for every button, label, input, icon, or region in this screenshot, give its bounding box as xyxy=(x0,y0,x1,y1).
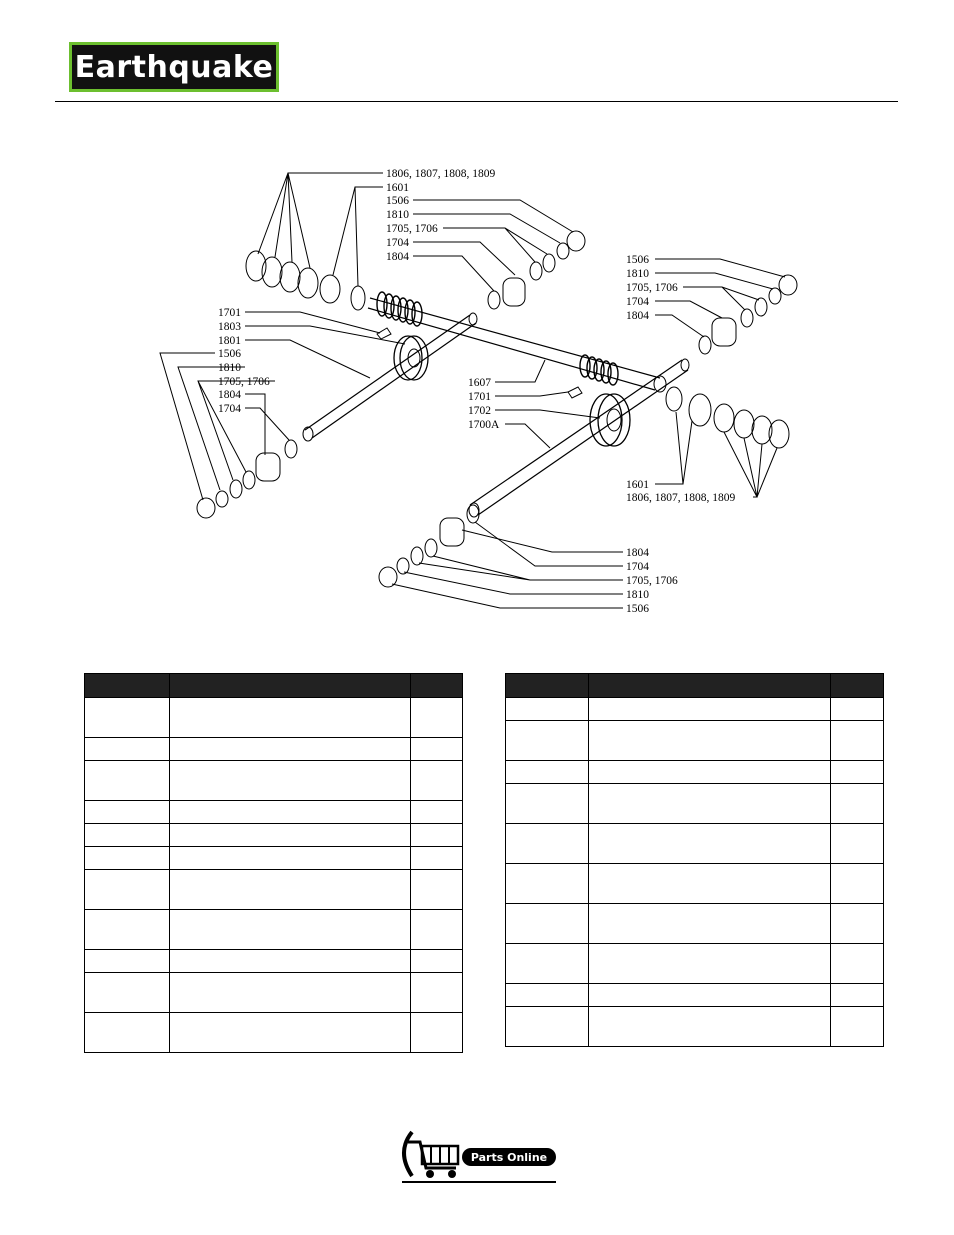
table-row xyxy=(506,984,884,1007)
table-cell xyxy=(411,950,463,973)
table-cell xyxy=(170,738,411,761)
table-cell xyxy=(85,761,170,801)
table-cell xyxy=(411,870,463,910)
callout-1804-top: 1804 xyxy=(386,251,409,263)
callout-1701-left: 1701 xyxy=(218,307,241,319)
table-cell xyxy=(831,904,884,944)
callout-1705-1706-top: 1705, 1706 xyxy=(386,223,438,235)
table-cell xyxy=(411,847,463,870)
table-cell xyxy=(411,698,463,738)
callout-1506-left: 1506 xyxy=(218,348,241,360)
callout-1506-top: 1506 xyxy=(386,195,409,207)
callout-1607: 1607 xyxy=(468,377,491,389)
table-cell xyxy=(589,904,831,944)
header-cell xyxy=(589,674,831,698)
table-row xyxy=(506,824,884,864)
table-row xyxy=(85,870,463,910)
table-cell xyxy=(170,698,411,738)
table-row xyxy=(85,761,463,801)
header-cell xyxy=(411,674,463,698)
table-cell xyxy=(170,1013,411,1053)
table-row xyxy=(506,1007,884,1047)
table-cell xyxy=(411,738,463,761)
table-cell xyxy=(831,984,884,1007)
table-header-row xyxy=(85,674,463,698)
table-row xyxy=(85,801,463,824)
callout-1702: 1702 xyxy=(468,405,491,417)
table-row xyxy=(85,824,463,847)
header-cell xyxy=(506,674,589,698)
table-row xyxy=(85,847,463,870)
table-cell xyxy=(411,910,463,950)
callout-1810-top: 1810 xyxy=(386,209,409,221)
parts-online-label: Parts Online xyxy=(470,1151,548,1164)
parts-table-left xyxy=(84,673,463,1053)
header-cell xyxy=(85,674,170,698)
table-cell xyxy=(831,721,884,761)
table-cell xyxy=(506,984,589,1007)
table-cell xyxy=(170,950,411,973)
table-row xyxy=(506,761,884,784)
callout-1601-top: 1601 xyxy=(386,182,409,194)
table-cell xyxy=(411,824,463,847)
table-row xyxy=(506,944,884,984)
table-header-row xyxy=(506,674,884,698)
table-row xyxy=(506,698,884,721)
table-cell xyxy=(85,910,170,950)
table-cell xyxy=(411,801,463,824)
callout-1601-right: 1601 xyxy=(626,479,649,491)
callout-1704-top: 1704 xyxy=(386,237,409,249)
callout-1704-bottom: 1704 xyxy=(626,561,649,573)
table-cell xyxy=(170,870,411,910)
table-row xyxy=(85,738,463,761)
table-cell xyxy=(411,761,463,801)
table-cell xyxy=(831,944,884,984)
table-cell xyxy=(506,944,589,984)
callout-ring-set-right: 1806, 1807, 1808, 1809 xyxy=(626,492,736,504)
table-cell xyxy=(589,944,831,984)
callout-1705-1706-right: 1705, 1706 xyxy=(626,282,678,294)
table-cell xyxy=(506,904,589,944)
table-row xyxy=(85,698,463,738)
table-cell xyxy=(589,1007,831,1047)
callout-1506-bottom: 1506 xyxy=(626,603,649,615)
callout-1801: 1801 xyxy=(218,335,241,347)
table-row xyxy=(506,904,884,944)
callout-1700a: 1700A xyxy=(468,419,500,431)
parts-online-cart-logo xyxy=(398,1128,558,1184)
table-cell xyxy=(831,761,884,784)
table-cell xyxy=(589,984,831,1007)
callout-1810-left: 1810 xyxy=(218,362,241,374)
table-cell xyxy=(506,761,589,784)
table-cell xyxy=(831,698,884,721)
callout-1810-bottom: 1810 xyxy=(626,589,649,601)
table-cell xyxy=(831,784,884,824)
table-cell xyxy=(170,973,411,1013)
table-cell xyxy=(831,824,884,864)
table-row xyxy=(506,784,884,824)
callout-ring-set-top: 1806, 1807, 1808, 1809 xyxy=(386,168,496,180)
callout-1701-mid: 1701 xyxy=(468,391,491,403)
callout-1704-right: 1704 xyxy=(626,296,649,308)
header-cell xyxy=(170,674,411,698)
table-cell xyxy=(170,824,411,847)
callout-1705-1706-left: 1705, 1706 xyxy=(218,376,270,388)
table-row xyxy=(506,721,884,761)
table-cell xyxy=(589,824,831,864)
table-cell xyxy=(506,698,589,721)
table-cell xyxy=(589,698,831,721)
table-cell xyxy=(85,870,170,910)
table-cell xyxy=(506,824,589,864)
table-cell xyxy=(85,801,170,824)
table-cell xyxy=(85,950,170,973)
table-cell xyxy=(411,1013,463,1053)
callout-1804-right: 1804 xyxy=(626,310,649,322)
table-cell xyxy=(506,864,589,904)
callout-1705-1706-bottom: 1705, 1706 xyxy=(626,575,678,587)
table-cell xyxy=(85,1013,170,1053)
table-row xyxy=(85,910,463,950)
table-cell xyxy=(85,973,170,1013)
table-cell xyxy=(85,738,170,761)
table-cell xyxy=(170,801,411,824)
table-cell xyxy=(170,761,411,801)
table-cell xyxy=(589,864,831,904)
table-cell xyxy=(85,824,170,847)
table-row xyxy=(85,1013,463,1053)
table-cell xyxy=(506,1007,589,1047)
callout-1810-right: 1810 xyxy=(626,268,649,280)
table-cell xyxy=(85,698,170,738)
callout-1704-left: 1704 xyxy=(218,403,241,415)
table-cell xyxy=(831,864,884,904)
table-row xyxy=(506,864,884,904)
table-row xyxy=(85,973,463,1013)
table-cell xyxy=(506,784,589,824)
callout-1803: 1803 xyxy=(218,321,241,333)
callout-1804-bottom: 1804 xyxy=(626,547,649,559)
table-cell xyxy=(411,973,463,1013)
logo-text: Earthquake xyxy=(74,49,274,85)
parts-table-right xyxy=(505,673,884,1047)
table-cell xyxy=(170,847,411,870)
table-cell xyxy=(589,761,831,784)
table-cell xyxy=(589,721,831,761)
table-cell xyxy=(85,847,170,870)
callout-1804-left: 1804 xyxy=(218,389,241,401)
table-row xyxy=(85,950,463,973)
table-cell xyxy=(831,1007,884,1047)
callout-1506-right: 1506 xyxy=(626,254,649,266)
table-cell xyxy=(589,784,831,824)
header-cell xyxy=(831,674,884,698)
table-cell xyxy=(170,910,411,950)
table-cell xyxy=(506,721,589,761)
